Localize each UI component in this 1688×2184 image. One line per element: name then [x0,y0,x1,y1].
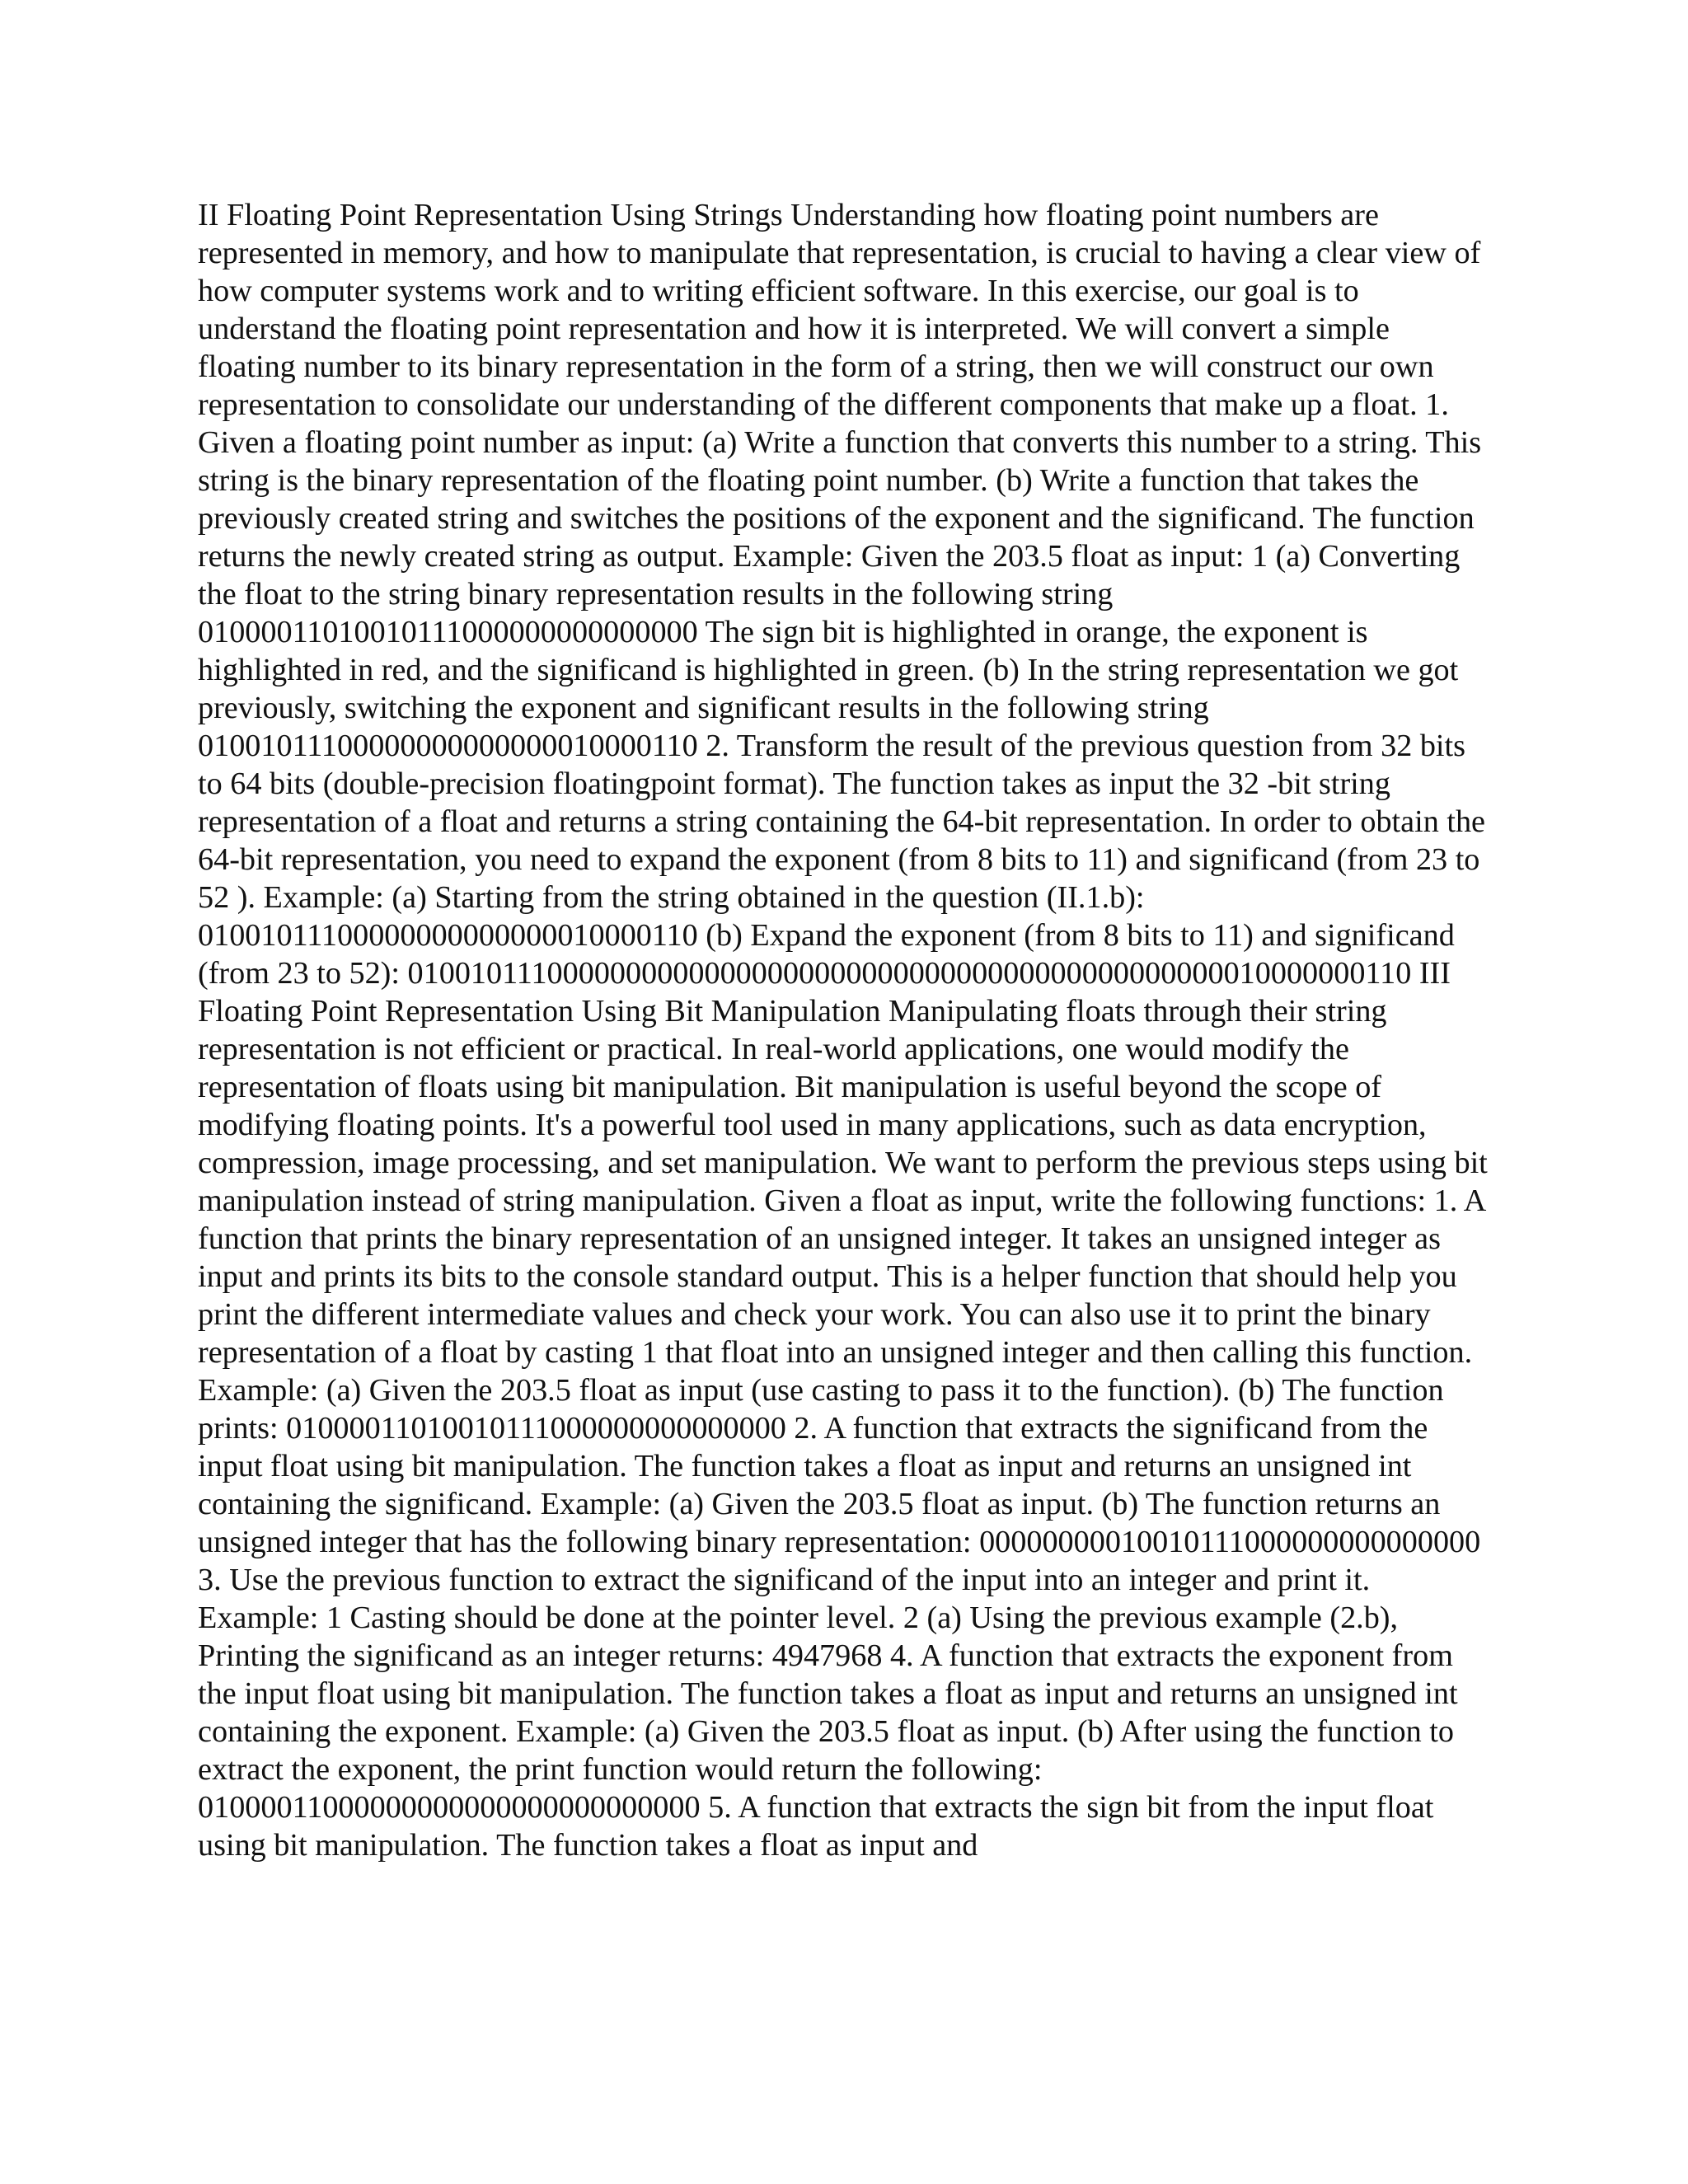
body-text: II Floating Point Representation Using Strings Understanding how floating point numbers are represented in memory, and how to manipulate that representation, is crucial to having a clear view of how computer systems work and to writing efficient software. In this exercise, our goal is to understand the floating point representation and how it is interpreted. We will convert a simple floating number to its binary representation in the form of a string, then we will construct our own representation to consolidate our understanding of the different components that make up a float. 1. Given a floating point number as input: (a) Write a function that converts this number to a string. This string is the binary representation of the floating point number. (b) Write a function that takes the previously created string and switches the positions of the exponent and the significand. The function returns the newly created string as output. Example: Given the 203.5 float as input: 1 (a) Converting the float to the string binary representation results in the following string 01000011010010111000000000000000 The sign bit is highlighted in orange, the exponent is highlighted in red, and the significand is highlighted in green. (b) In the string representation we got previously, switching the exponent and significant results in the following string 01001011100000000000000010000110 2. Transform the result of the previous question from 32 bits to 64 bits (double-precision floatingpoint format). The function takes as input the 32 -bit string representation of a float and returns a string containing the 64-bit representation. In order to obtain the 64-bit representation, you need to expand the exponent (from 8 bits to 11) and significand (from 23 to 52 ). Example: (a) Starting from the string obtained in the question (II.1.b): 01001011100000000000000010000110 (b) Expand the exponent (from 8 bits to 11) and significand (from 23 to 52): 0100101110000000000000000000000000000000000000000000010000000110 III Floating Point Representation Using Bit Manipulation Manipulating floats through their string representation is not efficient or practical. In real-world applications, one would modify the representation of floats using bit manipulation. Bit manipulation is useful beyond the scope of modifying floating points. It's a powerful tool used in many applications, such as data encryption, compression, image processing, and set manipulation. We want to perform the previous steps using bit manipulation instead of string manipulation. Given a float as input, write the following functions: 1. A function that prints the binary representation of an unsigned integer. It takes an unsigned integer as input and prints its bits to the console standard output. This is a helper function that should help you print the different intermediate values and check your work. You can also use it to print the binary representation of a float by casting 1 that float into an unsigned integer and then calling this function. Example: (a) Given the 203.5 float as input (use casting to pass it to the function). (b) The function prints: 01000011010010111000000000000000 2. A function that extracts the significand from the input float using bit manipulation. The function takes a float as input and returns an unsigned int containing the significand. Example: (a) Given the 203.5 float as input. (b) The function returns an unsigned integer that has the following binary representation: 00000000010010111000000000000000 3. Use the previous function to extract the significand of the input into an integer and print it. Example: 1 Casting should be done at the pointer level. 2 (a) Using the previous example (2.b), Printing the significand as an integer returns: 4947968 4. A function that extracts the exponent from the input float using bit manipulation. The function takes a float as input and returns an unsigned int containing the exponent. Example: (a) Given the 203.5 float as input. (b) After using the function to extract the exponent, the print function would return the following: 01000011000000000000000000000000 5. A function that extracts the sign bit from the input float using bit manipulation. The function takes a float as input and [198,198,1488,1863]
